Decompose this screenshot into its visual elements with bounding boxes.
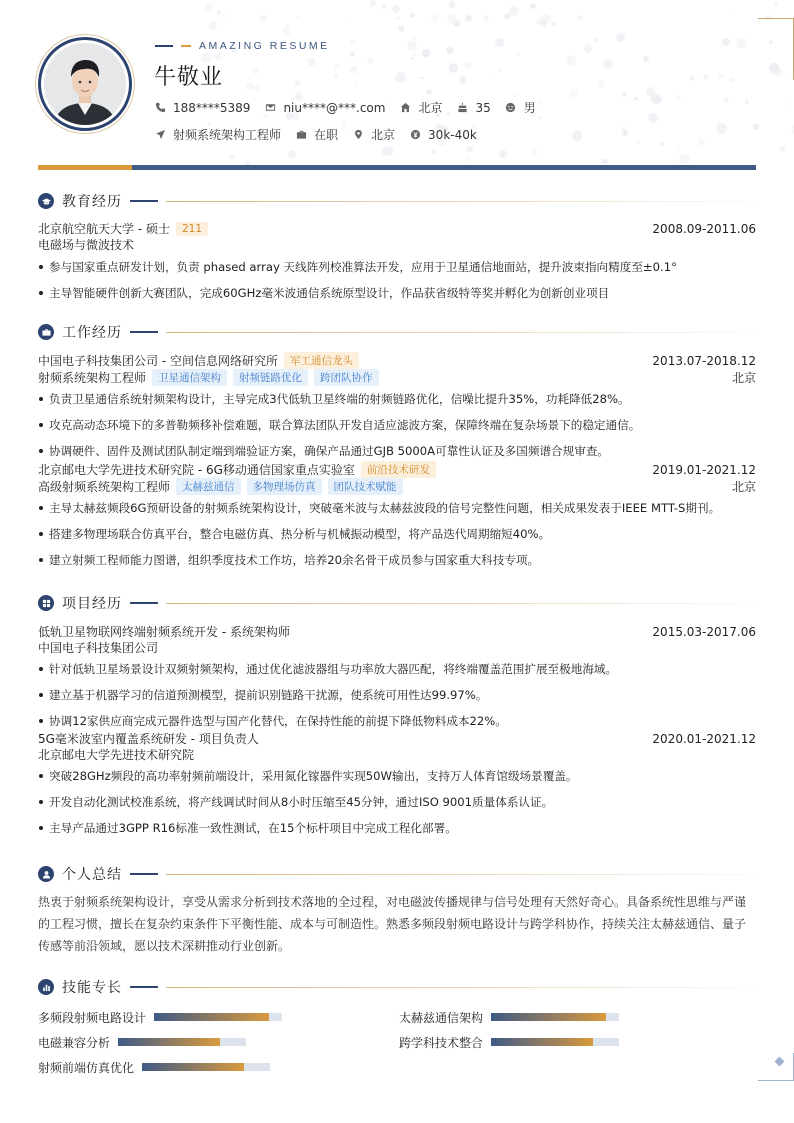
skill-tag: 太赫兹通信	[176, 478, 241, 495]
skill-item	[399, 1033, 756, 1051]
mail-icon	[264, 102, 276, 114]
role-title: 射频系统架构工程师	[38, 371, 147, 385]
skill-name: 射频前端仿真优化	[38, 1060, 135, 1075]
skill-item	[399, 1008, 756, 1026]
corner-decoration-bottom	[758, 1053, 794, 1081]
section-title: 个人总结	[62, 867, 122, 883]
projects-section	[38, 593, 756, 845]
tagline-text: AMAZING RESUME	[199, 40, 330, 52]
section-header	[38, 191, 756, 211]
contact-phone	[154, 101, 250, 115]
skill-bar-fill	[154, 1013, 269, 1021]
job-intent-row	[154, 126, 491, 143]
section-line-short	[130, 602, 158, 604]
bullet-list	[38, 660, 756, 738]
project-entry	[38, 730, 756, 845]
section-line-short	[130, 200, 158, 202]
project-name: 低轨卫星物联网终端射频系统开发 - 系统架构师	[38, 625, 290, 639]
skill-bar-fill	[491, 1038, 593, 1046]
graduation-cap-icon	[38, 193, 54, 209]
project-org: 北京邮电大学先进技术研究院	[38, 748, 195, 762]
list-item: 搭建多物理场联合仿真平台，整合电磁仿真、热分析与机械振动模型，将产品迭代周期缩短40%。	[38, 525, 756, 551]
contact-email	[264, 101, 385, 115]
skill-tag: 多物理场仿真	[247, 478, 322, 495]
section-line-short	[130, 873, 158, 875]
section-header	[38, 864, 756, 884]
skills-grid	[38, 1008, 756, 1076]
work-section	[38, 322, 756, 577]
company-badge: 前沿技术研发	[361, 461, 436, 478]
contact-email-text: niu****@***.com	[283, 100, 386, 115]
skill-item	[38, 1008, 399, 1026]
role-title: 高级射频系统架构工程师	[38, 480, 171, 494]
tagline-line-gold	[181, 45, 191, 47]
section-line-long	[166, 987, 756, 988]
contact-age-text: 35	[475, 100, 491, 115]
bullet-list	[38, 767, 756, 845]
skill-bar-fill	[118, 1038, 220, 1046]
list-item: 建立射频工程师能力图谱，组织季度技术工作坊，培养20余名骨干成员参与国家重大科技专项。	[38, 551, 756, 577]
list-item: 突破28GHz频段的高功率射频前端设计，采用氮化镓器件实现50W输出，支持万人体育馆级场景覆盖。	[38, 767, 756, 793]
list-item: 建立基于机器学习的信道预测模型，提前识别链路干扰源，使系统可用性达99.97%。	[38, 686, 756, 712]
section-title: 技能专长	[62, 980, 122, 996]
section-header	[38, 322, 756, 342]
contact-phone-text: 188****5389	[173, 100, 251, 115]
list-item: 主导产品通过3GPP R16标准一致性测试，在15个标杆项目中完成工程化部署。	[38, 819, 756, 845]
list-item: 负责卫星通信系统射频架构设计，主导完成3代低轨卫星终端的射频链路优化，信噪比提升35%，功耗降低28%。	[38, 390, 756, 416]
section-title: 教育经历	[62, 194, 122, 210]
school-name: 北京航空航天大学 - 硕士	[38, 222, 170, 236]
user-icon	[38, 866, 54, 882]
briefcase-icon	[295, 129, 307, 141]
entry-date: 2020.01-2021.12	[652, 731, 756, 746]
avatar-frame	[38, 37, 132, 131]
education-section	[38, 191, 756, 310]
contact-age	[456, 101, 490, 115]
skill-name: 跨学科技术整合	[399, 1035, 484, 1050]
bullet-list	[38, 258, 756, 310]
tagline	[155, 40, 330, 52]
work-city: 北京	[731, 480, 756, 494]
cake-icon	[456, 102, 468, 114]
entry-date: 2013.07-2018.12	[652, 353, 756, 368]
project-org: 中国电子科技集团公司	[38, 641, 159, 655]
company-name: 中国电子科技集团公司 - 空间信息网络研究所	[38, 354, 278, 368]
company-name: 北京邮电大学先进技术研究院 - 6G移动通信国家重点实验室	[38, 463, 355, 477]
skill-item	[38, 1033, 399, 1051]
section-line-long	[166, 603, 756, 604]
education-entry	[38, 220, 756, 310]
header-divider	[38, 165, 756, 170]
entry-date: 2015.03-2017.06	[652, 624, 756, 639]
contact-home-text: 北京	[418, 101, 443, 115]
skill-name: 太赫兹通信架构	[399, 1010, 484, 1025]
contact-row	[154, 99, 550, 116]
section-line-long	[166, 332, 756, 333]
send-icon	[154, 129, 166, 141]
section-line-short	[130, 331, 158, 333]
entry-heading	[38, 220, 756, 237]
section-header	[38, 593, 756, 613]
section-title: 项目经历	[62, 596, 122, 612]
summary-section	[38, 864, 756, 957]
location-icon	[352, 129, 364, 141]
tagline-line-navy	[155, 45, 173, 47]
section-line-short	[130, 986, 158, 988]
bullet-list	[38, 499, 756, 577]
section-header	[38, 977, 756, 997]
job-salary-text: 30k-40k	[428, 127, 477, 142]
role-line	[38, 369, 756, 386]
skills-section	[38, 977, 756, 1076]
skill-bar	[154, 1013, 282, 1021]
avatar-portrait-icon	[44, 43, 126, 125]
skill-bar	[118, 1038, 246, 1046]
job-city-text: 北京	[371, 128, 396, 142]
job-position	[154, 126, 281, 143]
entry-date: 2019.01-2021.12	[652, 462, 756, 477]
skill-bar-fill	[491, 1013, 606, 1021]
salary-icon	[409, 129, 421, 141]
home-icon	[399, 102, 411, 114]
candidate-name: 牛敬业	[154, 65, 224, 90]
skill-bar-fill	[142, 1063, 244, 1071]
grid-icon	[38, 595, 54, 611]
resume-header	[0, 0, 794, 175]
job-city	[352, 126, 395, 143]
skill-bar	[491, 1038, 619, 1046]
skill-tag: 跨团队协作	[314, 369, 379, 386]
phone-icon	[154, 102, 166, 114]
job-position-text: 射频系统架构工程师	[173, 128, 282, 142]
work-entry	[38, 352, 756, 468]
skill-tag: 卫星通信架构	[152, 369, 227, 386]
section-line-long	[166, 874, 756, 875]
section-line-long	[166, 201, 756, 202]
job-status-text: 在职	[314, 128, 339, 142]
briefcase-icon	[38, 324, 54, 340]
contact-home	[399, 99, 442, 116]
work-entry	[38, 461, 756, 577]
entry-heading	[38, 623, 756, 640]
section-title: 工作经历	[62, 325, 122, 341]
list-item: 协调12家供应商完成元器件选型与国产化替代，在保持性能的前提下降低物料成本22%。	[38, 712, 756, 738]
list-item: 开发自动化测试校准系统，将产线调试时间从8小时压缩至45分钟，通过ISO 9001质量体系认证。	[38, 793, 756, 819]
entry-date: 2008.09-2011.06	[652, 221, 756, 236]
list-item: 主导智能硬件创新大赛团队，完成60GHz毫米波通信系统原型设计，作品获省级特等奖并孵化为创新创业项目	[38, 284, 756, 310]
gender-icon	[505, 102, 517, 114]
project-name: 5G毫米波室内覆盖系统研发 - 项目负责人	[38, 732, 259, 746]
summary-text: 热衷于射频系统架构设计，享受从需求分析到技术落地的全过程，对电磁波传播规律与信号处理有天然好奇心。具备系统性思维与严谨的工程习惯，擅长在复杂约束条件下平衡性能、成本与可制造性。熟悉多频段射频电路设计与跨学科协作，持续关注太赫兹通信、量子传感等前沿领域，愿以技术深耕推动行业创新。	[38, 895, 747, 953]
work-city: 北京	[731, 371, 756, 385]
job-salary	[409, 128, 477, 142]
list-item: 针对低轨卫星场景设计双频射频架构，通过优化滤波器组与功率放大器匹配，将终端覆盖范围扩展至极地海域。	[38, 660, 756, 686]
skill-name: 电磁兼容分析	[38, 1035, 111, 1050]
major: 电磁场与微波技术	[38, 238, 135, 252]
role-line	[38, 478, 756, 495]
job-status	[295, 126, 338, 143]
entry-heading	[38, 352, 756, 369]
school-badge: 211	[176, 222, 208, 236]
list-item: 主导太赫兹频段6G预研设备的射频系统架构设计，突破毫米波与太赫兹波段的信号完整性问题，相关成果发表于IEEE MTT-S期刊。	[38, 499, 756, 525]
bullet-list	[38, 390, 756, 468]
avatar	[44, 43, 126, 125]
list-item: 参与国家重点研发计划，负责 phased array 天线阵列校准算法开发，应用于卫星通信地面站，提升波束指向精度至±0.1°	[38, 258, 756, 284]
company-badge: 军工通信龙头	[284, 352, 359, 369]
contact-gender-text: 男	[523, 101, 536, 115]
skill-item	[38, 1058, 399, 1076]
list-item: 协调硬件、固件及测试团队制定端到端验证方案，确保产品通过GJB 5000A可靠性认证及多国频谱合规审查。	[38, 442, 756, 468]
skill-tag: 团队技术赋能	[328, 478, 403, 495]
skill-bar	[142, 1063, 270, 1071]
bar-chart-icon	[38, 979, 54, 995]
skill-tag: 射频链路优化	[233, 369, 308, 386]
contact-gender	[505, 99, 536, 116]
skill-name: 多频段射频电路设计	[38, 1010, 147, 1025]
list-item: 攻克高动态环境下的多普勒频移补偿难题，联合算法团队开发自适应滤波方案，保障终端在复杂场景下的稳定通信。	[38, 416, 756, 442]
skill-bar	[491, 1013, 619, 1021]
project-entry	[38, 623, 756, 738]
header-divider-accent	[38, 165, 132, 170]
